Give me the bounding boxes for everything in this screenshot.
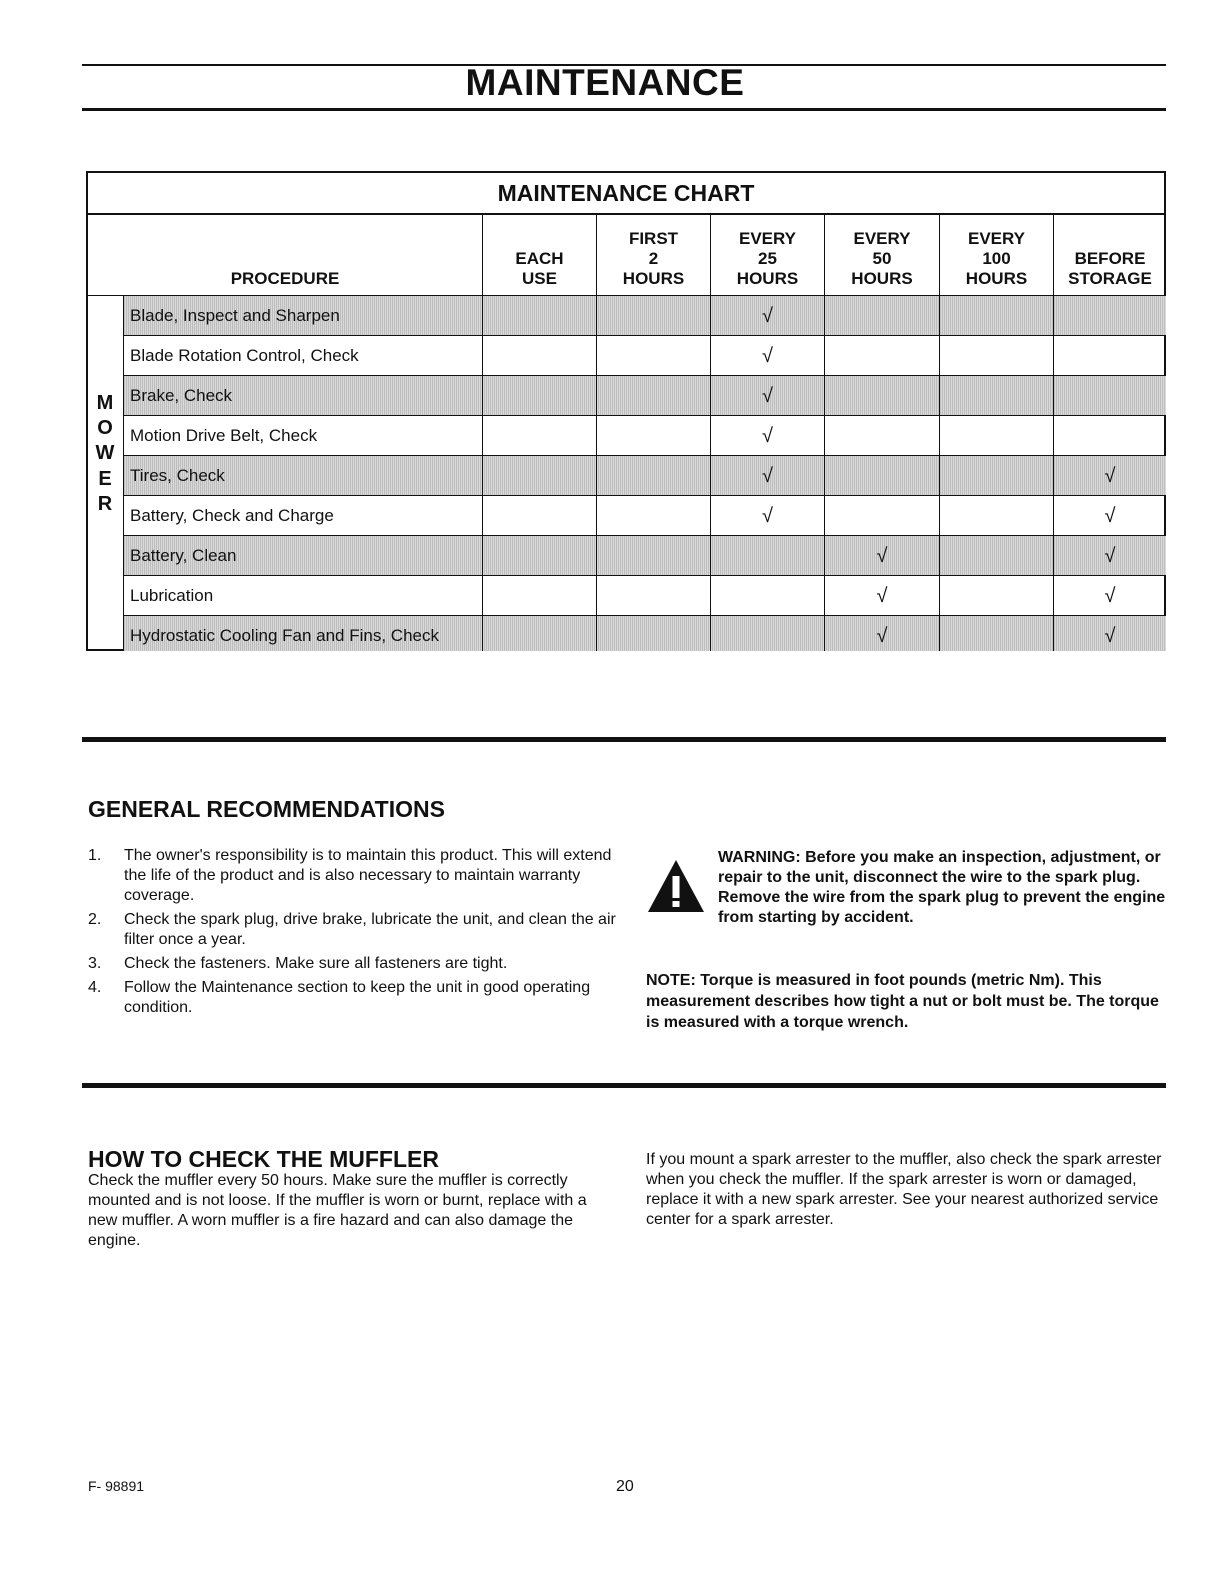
empty-cell: [711, 616, 825, 651]
empty-cell: [940, 416, 1054, 455]
empty-cell: [940, 336, 1054, 375]
warning-text: WARNING: Before you make an inspection, adjustment, or repair to the unit, disconnect the wire to the spark plug. Remove the wire from the spark plug to prevent the engine from starting by accident.: [718, 849, 1166, 926]
torque-note: NOTE: Torque is measured in foot pounds (metric Nm). This measurement describes how tight a nut or bolt must be. The torque is measured with a torque wrench.: [646, 972, 1159, 1031]
empty-cell: [711, 576, 825, 615]
empty-cell: [825, 376, 940, 415]
empty-cell: [825, 336, 940, 375]
check-mark: √: [711, 456, 825, 495]
check-mark: √: [1104, 545, 1116, 567]
maintenance-chart: [86, 171, 1166, 651]
procedure-cell: Blade Rotation Control, Check: [124, 336, 483, 375]
empty-cell: [940, 376, 1054, 415]
check-mark: √: [1104, 625, 1116, 647]
recommendations-list: [88, 846, 618, 1022]
empty-cell: [597, 376, 711, 415]
check-mark: √: [825, 536, 940, 575]
side-letter: O: [97, 417, 113, 439]
chart-header-3: EVERY 25 HOURS: [711, 213, 825, 295]
check-mark: √: [711, 336, 825, 375]
empty-cell: [597, 296, 711, 335]
empty-cell: [483, 336, 597, 375]
list-number: 1.: [88, 847, 102, 864]
list-text: Check the spark plug, drive brake, lubricate the unit, and clean the air filter once a year.: [124, 911, 616, 948]
procedure-cell: Battery, Clean: [124, 536, 483, 575]
chart-header-2: FIRST 2 HOURS: [597, 213, 711, 295]
check-mark: √: [1104, 505, 1116, 527]
chart-header-5: EVERY 100 HOURS: [940, 213, 1054, 295]
table-row: [124, 536, 1166, 576]
empty-cell: [940, 576, 1054, 615]
empty-cell: [940, 616, 1054, 651]
empty-cell: [483, 576, 597, 615]
empty-cell: [483, 456, 597, 495]
chart-title: MAINTENANCE CHART: [88, 173, 1164, 215]
empty-cell: [825, 456, 940, 495]
check-mark: √: [711, 296, 825, 335]
list-item: [88, 978, 618, 1018]
table-row: [124, 456, 1166, 496]
empty-cell: [597, 536, 711, 575]
section-rule-1: [82, 737, 1166, 742]
page-number: 20: [616, 1478, 634, 1495]
check-mark: √: [711, 496, 825, 535]
muffler-heading: HOW TO CHECK THE MUFFLER: [88, 1146, 439, 1172]
list-text: Follow the Maintenance section to keep the unit in good operating condition.: [124, 979, 591, 1016]
empty-cell: [825, 496, 940, 535]
procedure-cell: Hydrostatic Cooling Fan and Fins, Check: [124, 616, 483, 651]
list-number: 4.: [88, 979, 102, 996]
general-heading: GENERAL RECOMMENDATIONS: [88, 796, 445, 822]
procedure-cell: Tires, Check: [124, 456, 483, 495]
empty-cell: [597, 416, 711, 455]
empty-cell: [597, 616, 711, 651]
mower-side-label: [88, 296, 124, 651]
empty-cell: [483, 416, 597, 455]
table-row: [124, 616, 1166, 651]
check-mark: √: [711, 376, 825, 415]
empty-cell: [940, 456, 1054, 495]
procedure-cell: Battery, Check and Charge: [124, 496, 483, 535]
side-letter: W: [95, 442, 115, 464]
empty-cell: [711, 536, 825, 575]
list-item: [88, 954, 618, 974]
procedure-cell: Blade, Inspect and Sharpen: [124, 296, 483, 335]
empty-cell: [483, 376, 597, 415]
chart-header-1: EACH USE: [483, 213, 597, 295]
empty-cell: [940, 536, 1054, 575]
empty-cell: [1054, 376, 1166, 415]
muffler-paragraph-2: If you mount a spark arrester to the muffler, also check the spark arrester when you check the muffler. If the spark arrester is worn or damaged, replace it with a new spark arrester. See your nearest authorized service center for a spark arrester.: [646, 1151, 1162, 1228]
empty-cell: [483, 616, 597, 651]
empty-cell: [1054, 296, 1166, 335]
list-number: 3.: [88, 955, 102, 972]
empty-cell: [483, 496, 597, 535]
empty-cell: [825, 296, 940, 335]
list-text: The owner's responsibility is to maintain this product. This will extend the life of the product and is also necessary to maintain warranty coverage.: [124, 847, 612, 904]
table-row: [124, 296, 1166, 336]
empty-cell: [825, 416, 940, 455]
table-row: [124, 576, 1166, 616]
page-title: MAINTENANCE: [465, 62, 745, 103]
check-mark: √: [1104, 585, 1116, 607]
table-row: [124, 496, 1166, 536]
chart-header-0: PROCEDURE: [88, 213, 483, 295]
empty-cell: [1054, 416, 1166, 455]
procedure-cell: Motion Drive Belt, Check: [124, 416, 483, 455]
list-item: [88, 846, 618, 906]
side-letter: R: [97, 493, 113, 515]
side-letter: M: [96, 392, 114, 414]
empty-cell: [1054, 336, 1166, 375]
section-rule-2: [82, 1083, 1166, 1088]
check-mark: √: [711, 416, 825, 455]
table-row: [124, 416, 1166, 456]
list-text: Check the fasteners. Make sure all fasteners are tight.: [124, 955, 508, 972]
check-mark: √: [825, 616, 940, 651]
empty-cell: [597, 576, 711, 615]
list-number: 2.: [88, 911, 102, 928]
check-mark: √: [825, 576, 940, 615]
chart-header-4: EVERY 50 HOURS: [825, 213, 940, 295]
procedure-cell: Brake, Check: [124, 376, 483, 415]
muffler-paragraph-1: Check the muffler every 50 hours. Make sure the muffler is correctly mounted and is not loose. If the muffler is worn or burnt, replace with a new muffler. A worn muffler is a fire hazard and can also damage the engine.: [88, 1172, 587, 1249]
table-row: [124, 336, 1166, 376]
side-letter: E: [98, 468, 112, 490]
empty-cell: [483, 296, 597, 335]
empty-cell: [597, 496, 711, 535]
empty-cell: [940, 496, 1054, 535]
title-underline: [82, 108, 1166, 111]
table-row: [124, 376, 1166, 416]
empty-cell: [483, 536, 597, 575]
list-item: [88, 910, 618, 950]
check-mark: √: [1104, 465, 1116, 487]
empty-cell: [597, 336, 711, 375]
footer-code: F- 98891: [88, 1478, 145, 1494]
empty-cell: [597, 456, 711, 495]
empty-cell: [940, 296, 1054, 335]
procedure-cell: Lubrication: [124, 576, 483, 615]
warning-triangle-icon: [646, 858, 706, 914]
chart-header-6: BEFORE STORAGE: [1068, 249, 1152, 288]
